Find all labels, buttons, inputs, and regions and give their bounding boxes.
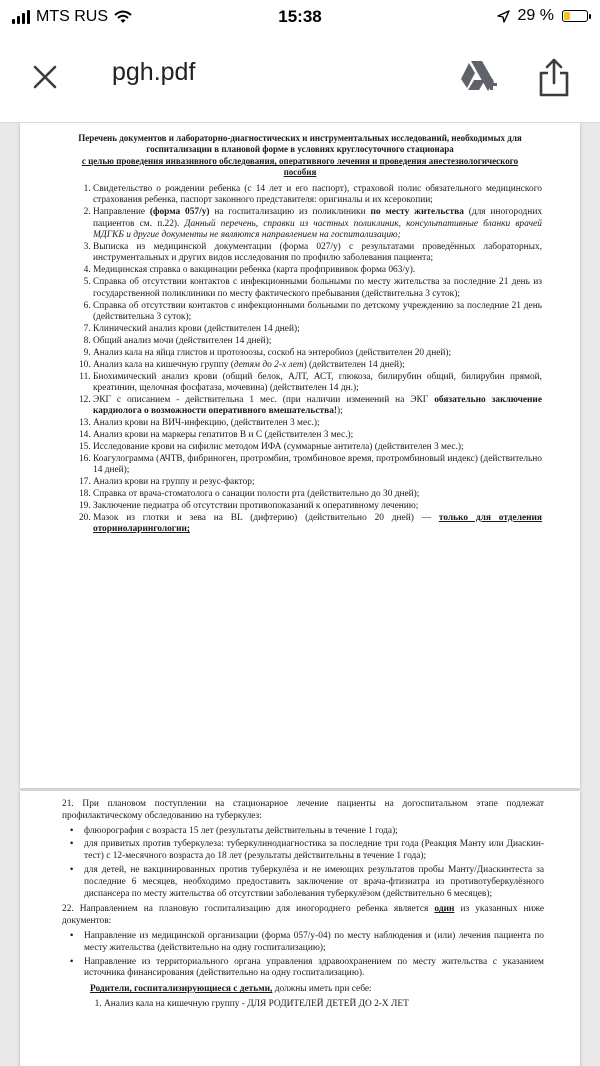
status-right — [497, 7, 588, 25]
list-item: 2. Направление (форма 057/у) на госпитализацию из поликлиники по месту жительства (для иногородних пациентов см. п.22). Данный перечень, справки из частных поликлиник, консультативные бланки врачей МДГКБ и другие документы не являются направлением на госпитализацию; — [93, 207, 542, 241]
tuberculosis-bullets — [62, 826, 544, 901]
list-item: 18. Справка от врача-стоматолога о санации полости рта (действительно до 30 дней); — [93, 489, 542, 500]
list-item: 16. Коагулограмма (АЧТВ, фибриноген, протромбин, тромбиновое время, протромбиновый индекс) (действительно 14 дней); — [93, 454, 542, 477]
battery-icon — [562, 10, 588, 22]
list-item: • для детей, не вакцинированных против туберкулёза и не имеющих результатов пробы Манту/Диаскинтеста за последние 6 месяцев, необходимо предоставить заключение от врача-фтизиатра из противотуберкулёзного диспансера по месту жительства об отсутствии заболевания туберкулёзом (действительно 6 месяцев); — [84, 865, 544, 900]
referral-bullets — [62, 931, 544, 980]
status-bar — [0, 0, 600, 34]
list-item: 8. Общий анализ мочи (действителен 14 дней); — [93, 336, 542, 347]
list-item: • для привитых против туберкулеза: туберкулинодиагностика за последние три года (Реакция Манту или Диаскин-тест) с 12-месячного возраста до 18 лет (результаты действительны в течение 1 года); — [84, 839, 544, 863]
list-item: 1. Анализ кала на кишечную группу - ДЛЯ РОДИТЕЛЕЙ ДЕТЕЙ ДО 2-Х ЛЕТ — [104, 999, 544, 1011]
status-time: 15:38 — [278, 7, 322, 26]
list-item: 12. ЭКГ с описанием - действительна 1 мес. (при наличии изменений на ЭКГ обязательно заключение кардиолога о возможности оперативного вмешательства!); — [93, 395, 542, 418]
pdf-page-1 — [20, 123, 580, 788]
parents-list — [62, 999, 544, 1011]
list-item: 10. Анализ кала на кишечную группу (детям до 2-х лет) (действителен 14 дней); — [93, 360, 542, 371]
list-item: • Направление из территориального органа управления здравоохранением по месту жительства с указанием источника финансирования (действительно на одну госпитализацию). — [84, 957, 544, 981]
list-item: 9. Анализ кала на яйца глистов и протозоозы, соскоб на энтеробиоз (действителен 20 дней); — [93, 348, 542, 359]
carrier-name: MTS RUS — [36, 8, 108, 25]
list-item: 19. Заключение педиатра об отсутствии противопоказаний к оперативному лечению; — [93, 501, 542, 512]
viewer-toolbar — [0, 34, 600, 123]
pdf-viewer[interactable] — [0, 123, 600, 1066]
list-item: • Направление из медицинской организации (форма 057/у-04) по месту наблюдения и (или) лечения пациента по месту жительства (действительно на одну госпитализацию); — [84, 931, 544, 955]
list-item: 1. Свидетельство о рождении ребенка (с 14 лет и его паспорт), страховой полис обязательного медицинского страхования ребенка, паспорт законного представителя: оригиналы и их ксерокопии; — [93, 184, 542, 207]
battery-level — [564, 12, 570, 20]
page-2-content — [62, 799, 544, 1011]
document-title: Перечень документов и лабораторно-диагностических и инструментальных исследований, необходимых для госпитализации в плановой форме в условиях круглосуточного стационара — [78, 133, 522, 154]
list-item: 6. Справка об отсутствии контактов с инфекционными больными по детскому учреждению за последние 21 день (действительна 3 суток); — [93, 301, 542, 324]
list-item: 14. Анализ крови на маркеры гепатитов В и С (действителен 3 мес.); — [93, 430, 542, 441]
pdf-page-2 — [20, 791, 580, 1066]
share-icon[interactable] — [536, 56, 572, 98]
list-item: 17. Анализ крови на группу и резус-фактор; — [93, 477, 542, 488]
list-item: 15. Исследование крови на сифилис методом ИФА (суммарные антитела) (действителен 3 мес.); — [93, 442, 542, 453]
list-item: 13. Анализ крови на ВИЧ-инфекцию, (действителен 3 мес.); — [93, 418, 542, 429]
file-name: pgh.pdf — [112, 58, 196, 86]
list-item: 11. Биохимический анализ крови (общий белок, АЛТ, АСТ, глюкоза, билирубин общий, билирубин прямой, креатинин, щелочная фосфатаза, мочевина) (действителен 14 дн.); — [93, 372, 542, 395]
location-arrow-icon — [497, 10, 510, 23]
close-icon[interactable] — [28, 60, 62, 94]
list-item: • флюорография с возраста 15 лет (результаты действительны в течение 1 года); — [84, 826, 544, 838]
item-22-intro: 22. Направлением на плановую госпитализацию для иногороднего ребенка является один из указанных ниже документов: — [62, 904, 545, 927]
add-to-drive-icon[interactable] — [458, 58, 498, 96]
list-item: 5. Справка об отсутствии контактов с инфекционными больными по месту жительства за последние 21 день из государственной поликлиники по месту фактического пребывания (действительна 3 суток); — [93, 277, 542, 300]
requirements-list — [75, 184, 542, 536]
item-21-intro: 21. При плановом поступлении на стационарное лечение пациенты на догоспитальном этапе подлежат профилактическому обследованию на туберкулез: — [62, 799, 544, 821]
document-subtitle: с целью проведения инвазивного обследования, оперативного лечения и проведения анестезиологического пособия — [81, 156, 519, 177]
battery-percent: 29 % — [517, 7, 554, 24]
list-item: 3. Выписка из медицинской документации (форма 027/у) с результатами проведённых лабораторных, инструментальных и других видов исследования по профилю заболевания пациента; — [93, 242, 542, 265]
list-item: 4. Медицинская справка о вакцинации ребенка (карта профпрививок форма 063/у). — [93, 265, 542, 276]
parents-heading: Родители, госпитализирующиеся с детьми, должны иметь при себе: — [90, 984, 372, 995]
list-item: 20. Мазок из глотки и зева на BL (дифтерию) (действительно 20 дней) — только для отделения оториноларингологии; — [93, 513, 542, 536]
list-item: 7. Клинический анализ крови (действителен 14 дней); — [93, 324, 542, 335]
